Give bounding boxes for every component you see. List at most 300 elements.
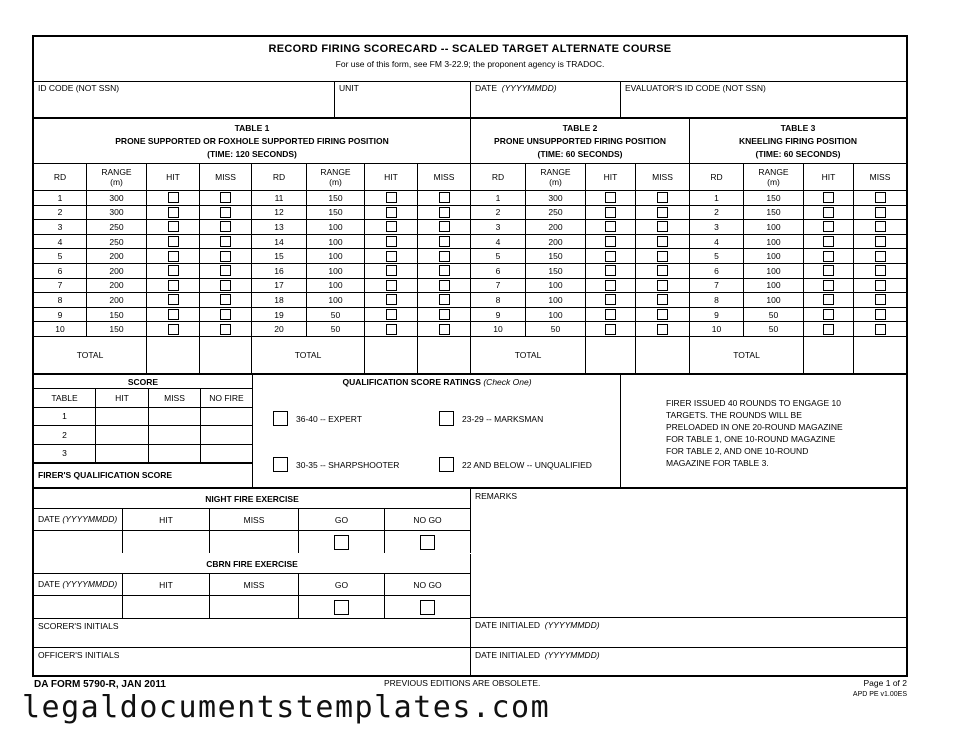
t1b-row-4-range: 100: [307, 235, 365, 250]
marksman-checkbox[interactable]: [439, 411, 454, 426]
t2-row-7-miss[interactable]: [636, 279, 690, 294]
t3-row-7-miss[interactable]: [854, 279, 906, 294]
t1a-row-6-miss[interactable]: [200, 264, 252, 279]
t2-row-4-miss[interactable]: [636, 235, 690, 250]
t1b-row-4-rd: 14: [252, 235, 307, 250]
t3-row-6-range: 100: [744, 264, 804, 279]
t3-row-6-miss[interactable]: [854, 264, 906, 279]
miss-checkbox[interactable]: [875, 265, 886, 276]
t1a-header-rd: RD: [34, 163, 87, 191]
hit-checkbox[interactable]: [605, 221, 616, 232]
hit-checkbox[interactable]: [823, 280, 834, 291]
t1a-row-1-miss[interactable]: [200, 191, 252, 206]
t2-row-4-hit[interactable]: [586, 235, 636, 250]
range-label: RANGE: [101, 166, 132, 177]
t2-row-9-rd: 9: [471, 308, 526, 323]
cbrn-go-checkbox[interactable]: [334, 600, 349, 615]
t2-row-4-range: 200: [526, 235, 586, 250]
night-nogo-checkbox[interactable]: [420, 535, 435, 550]
t3-row-6-hit[interactable]: [804, 264, 854, 279]
t3-row-3-rd: 3: [690, 220, 744, 235]
scorer-date-initialed-field[interactable]: DATE INITIALED (YYYYMMDD): [471, 618, 906, 648]
score-row-1-col-0: 1: [34, 408, 96, 427]
hit-checkbox[interactable]: [823, 309, 834, 320]
expert-checkbox[interactable]: [273, 411, 288, 426]
t2-row-1-rd: 1: [471, 191, 526, 206]
night-go-checkbox[interactable]: [334, 535, 349, 550]
t1b-total-label: TOTAL: [252, 337, 365, 373]
unit-field[interactable]: UNIT: [335, 81, 471, 117]
date-format: (YYYYMMDD): [62, 514, 118, 524]
hit-checkbox[interactable]: [168, 207, 179, 218]
night-value-nogo[interactable]: [385, 531, 471, 553]
t2-row-6-hit[interactable]: [586, 264, 636, 279]
t1b-row-2-range: 150: [307, 206, 365, 221]
hit-checkbox[interactable]: [386, 192, 397, 203]
miss-checkbox[interactable]: [220, 221, 231, 232]
hit-checkbox[interactable]: [605, 236, 616, 247]
t1b-row-8-rd: 18: [252, 293, 307, 308]
night-header-nogo: NO GO: [385, 509, 471, 531]
hit-checkbox[interactable]: [605, 280, 616, 291]
t1b-row-8-miss[interactable]: [418, 293, 471, 308]
t1a-row-7-miss[interactable]: [200, 279, 252, 294]
miss-checkbox[interactable]: [439, 221, 450, 232]
miss-checkbox[interactable]: [220, 207, 231, 218]
hit-checkbox[interactable]: [386, 236, 397, 247]
miss-checkbox[interactable]: [439, 265, 450, 276]
t1a-row-6-range: 200: [87, 264, 147, 279]
t2-row-7-range: 100: [526, 279, 586, 294]
t1a-total-label: TOTAL: [34, 337, 147, 373]
hit-checkbox[interactable]: [168, 294, 179, 305]
t3-row-8-hit[interactable]: [804, 293, 854, 308]
score-row-3-col-0: 3: [34, 445, 96, 464]
t1a-row-6-hit[interactable]: [147, 264, 200, 279]
miss-checkbox[interactable]: [875, 251, 886, 262]
t2-row-10-miss[interactable]: [636, 322, 690, 337]
cbrn-value-nogo[interactable]: [385, 596, 471, 618]
hit-checkbox[interactable]: [168, 324, 179, 335]
t1a-row-7-hit[interactable]: [147, 279, 200, 294]
t1b-row-6-miss[interactable]: [418, 264, 471, 279]
t1a-row-8-range: 200: [87, 293, 147, 308]
t2-row-7-hit[interactable]: [586, 279, 636, 294]
miss-checkbox[interactable]: [439, 280, 450, 291]
t2-header-rd: RD: [471, 163, 526, 191]
t1a-row-8-miss[interactable]: [200, 293, 252, 308]
range-unit: (m): [767, 176, 780, 187]
hit-checkbox[interactable]: [823, 207, 834, 218]
hit-checkbox[interactable]: [823, 324, 834, 335]
t1a-row-10-miss[interactable]: [200, 322, 252, 337]
t2-row-8-range: 100: [526, 293, 586, 308]
firers-qualification-score-label: FIRER'S QUALIFICATION SCORE: [34, 463, 253, 487]
miss-checkbox[interactable]: [657, 280, 668, 291]
miss-checkbox[interactable]: [220, 265, 231, 276]
table-1-header: TABLE 1 PRONE SUPPORTED OR FOXHOLE SUPPORTED FIRING POSITION (TIME: 120 SECONDS): [34, 119, 471, 163]
miss-checkbox[interactable]: [875, 236, 886, 247]
t1b-header-rd: RD: [252, 163, 307, 191]
t3-row-5-hit[interactable]: [804, 249, 854, 264]
t1b-header-miss: MISS: [418, 163, 471, 191]
t2-row-9-hit[interactable]: [586, 308, 636, 323]
officer-date-initialed-field[interactable]: DATE INITIALED (YYYYMMDD): [475, 650, 600, 660]
scorecard-form: [32, 35, 908, 677]
miss-checkbox[interactable]: [220, 294, 231, 305]
date-field[interactable]: DATE (YYYYMMDD): [471, 81, 621, 117]
score-row-2-col-1[interactable]: [96, 426, 149, 445]
t1b-row-6-range: 100: [307, 264, 365, 279]
score-title: SCORE: [34, 375, 253, 389]
miss-checkbox[interactable]: [875, 221, 886, 232]
t2-row-8-hit[interactable]: [586, 293, 636, 308]
miss-checkbox[interactable]: [220, 280, 231, 291]
form-subtitle: For use of this form, see FM 3-22.9; the proponent agency is TRADOC.: [335, 59, 605, 69]
t1b-total-hit-field[interactable]: [365, 337, 418, 373]
hit-checkbox[interactable]: [605, 324, 616, 335]
t1a-total-miss-field[interactable]: [200, 337, 252, 373]
miss-checkbox[interactable]: [439, 251, 450, 262]
t1a-row-9-range: 150: [87, 308, 147, 323]
watermark: legaldocumentstemplates.com: [22, 690, 551, 725]
table-3-header: TABLE 3 KNEELING FIRING POSITION (TIME: 60 SECONDS): [738, 122, 858, 159]
id-code-field[interactable]: ID CODE (NOT SSN): [34, 81, 335, 117]
t2-row-6-miss[interactable]: [636, 264, 690, 279]
t3-row-10-miss[interactable]: [854, 322, 906, 337]
score-row-1-col-2[interactable]: [149, 408, 201, 427]
hit-checkbox[interactable]: [168, 236, 179, 247]
miss-checkbox[interactable]: [657, 294, 668, 305]
t1b-row-2-hit[interactable]: [365, 206, 418, 221]
t3-row-3-hit[interactable]: [804, 220, 854, 235]
hit-checkbox[interactable]: [386, 221, 397, 232]
night-value-go[interactable]: [299, 531, 385, 553]
t3-row-4-miss[interactable]: [854, 235, 906, 250]
cbrn-header-date: [34, 574, 123, 596]
miss-checkbox[interactable]: [875, 309, 886, 320]
t3-total-miss-field[interactable]: [854, 337, 906, 373]
hit-checkbox[interactable]: [168, 221, 179, 232]
t1a-row-2-miss[interactable]: [200, 206, 252, 221]
t3-row-4-rd: 4: [690, 235, 744, 250]
t1a-total-hit-field[interactable]: [147, 337, 200, 373]
miss-checkbox[interactable]: [875, 280, 886, 291]
t2-row-10-hit[interactable]: [586, 322, 636, 337]
t2-total-hit-field[interactable]: [586, 337, 636, 373]
hit-checkbox[interactable]: [168, 309, 179, 320]
t2-row-1-miss[interactable]: [636, 191, 690, 206]
marksman-label: 23-29 -- MARKSMAN: [462, 414, 544, 424]
t1b-row-9-hit[interactable]: [365, 308, 418, 323]
t1a-row-2-range: 300: [87, 206, 147, 221]
t1a-row-1-hit[interactable]: [147, 191, 200, 206]
miss-checkbox[interactable]: [439, 294, 450, 305]
t3-row-2-rd: 2: [690, 206, 744, 221]
t1b-row-6-rd: 16: [252, 264, 307, 279]
t3-row-3-miss[interactable]: [854, 220, 906, 235]
night-value-hit[interactable]: [123, 531, 210, 553]
miss-checkbox[interactable]: [657, 192, 668, 203]
hit-checkbox[interactable]: [168, 280, 179, 291]
cbrn-value-hit[interactable]: [123, 596, 210, 618]
t3-header-rd: RD: [690, 163, 744, 191]
t1b-row-6-hit[interactable]: [365, 264, 418, 279]
obsolete-notice: PREVIOUS EDITIONS ARE OBSOLETE.: [384, 678, 541, 688]
t1b-row-1-miss[interactable]: [418, 191, 471, 206]
t2-row-3-miss[interactable]: [636, 220, 690, 235]
hit-checkbox[interactable]: [823, 265, 834, 276]
hit-checkbox[interactable]: [386, 309, 397, 320]
score-row-2-col-0: 2: [34, 426, 96, 445]
t2-row-2-range: 250: [526, 206, 586, 221]
score-header-1: HIT: [96, 389, 149, 408]
miss-checkbox[interactable]: [439, 236, 450, 247]
miss-checkbox[interactable]: [657, 265, 668, 276]
night-header-date: [34, 509, 123, 531]
t3-row-10-hit[interactable]: [804, 322, 854, 337]
t1b-row-9-rd: 19: [252, 308, 307, 323]
t2-row-10-range: 50: [526, 322, 586, 337]
t3-total-hit-field[interactable]: [804, 337, 854, 373]
t1b-row-5-range: 100: [307, 249, 365, 264]
hit-checkbox[interactable]: [386, 251, 397, 262]
t2-row-2-hit[interactable]: [586, 206, 636, 221]
miss-checkbox[interactable]: [439, 207, 450, 218]
t1b-row-7-miss[interactable]: [418, 279, 471, 294]
qualification-ratings: QUALIFICATION SCORE RATINGS (Check One) 36-40 -- EXPERT 23-29 -- MARKSMAN 30-35 -- SHARPSHOOTER 22 AND BELOW -- UNQUALIFIED: [253, 375, 621, 487]
hit-checkbox[interactable]: [823, 251, 834, 262]
t3-row-9-miss[interactable]: [854, 308, 906, 323]
hit-checkbox[interactable]: [605, 251, 616, 262]
t1b-row-10-hit[interactable]: [365, 322, 418, 337]
table-2-header: TABLE 2 PRONE UNSUPPORTED FIRING POSITION (TIME: 60 SECONDS): [471, 119, 690, 163]
miss-checkbox[interactable]: [439, 324, 450, 335]
t2-header-hit: HIT: [586, 163, 636, 191]
hit-checkbox[interactable]: [605, 309, 616, 320]
miss-checkbox[interactable]: [220, 251, 231, 262]
miss-checkbox[interactable]: [657, 324, 668, 335]
t3-row-5-rd: 5: [690, 249, 744, 264]
score-row-2-col-2[interactable]: [149, 426, 201, 445]
cbrn-header-hit: HIT: [123, 574, 210, 596]
miss-checkbox[interactable]: [657, 221, 668, 232]
miss-checkbox[interactable]: [657, 207, 668, 218]
t2-row-5-hit[interactable]: [586, 249, 636, 264]
t1b-row-9-miss[interactable]: [418, 308, 471, 323]
t2-row-3-hit[interactable]: [586, 220, 636, 235]
t1b-row-5-miss[interactable]: [418, 249, 471, 264]
t1b-row-4-miss[interactable]: [418, 235, 471, 250]
evaluator-id-field[interactable]: EVALUATOR'S ID CODE (NOT SSN): [625, 83, 766, 93]
t1a-row-2-hit[interactable]: [147, 206, 200, 221]
hit-checkbox[interactable]: [386, 324, 397, 335]
t1a-row-8-hit[interactable]: [147, 293, 200, 308]
miss-checkbox[interactable]: [875, 294, 886, 305]
miss-checkbox[interactable]: [220, 309, 231, 320]
t3-row-2-range: 150: [744, 206, 804, 221]
hit-checkbox[interactable]: [605, 207, 616, 218]
hit-checkbox[interactable]: [168, 192, 179, 203]
t2-row-6-rd: 6: [471, 264, 526, 279]
t2-row-5-rd: 5: [471, 249, 526, 264]
t1b-row-7-rd: 17: [252, 279, 307, 294]
t2-row-2-miss[interactable]: [636, 206, 690, 221]
cbrn-header-nogo: NO GO: [385, 574, 471, 596]
remarks-field[interactable]: REMARKS: [471, 489, 906, 618]
hit-checkbox[interactable]: [386, 265, 397, 276]
t1a-header-range: [87, 163, 147, 191]
score-row-3-col-1[interactable]: [96, 445, 149, 464]
hit-checkbox[interactable]: [605, 265, 616, 276]
hit-checkbox[interactable]: [823, 192, 834, 203]
night-header-hit: HIT: [123, 509, 210, 531]
t1a-row-10-hit[interactable]: [147, 322, 200, 337]
t1b-row-2-miss[interactable]: [418, 206, 471, 221]
officers-initials-field[interactable]: OFFICER'S INITIALS: [34, 648, 471, 677]
cbrn-header-miss: MISS: [210, 574, 299, 596]
t2-row-5-miss[interactable]: [636, 249, 690, 264]
unqualified-checkbox[interactable]: [439, 457, 454, 472]
night-value-miss[interactable]: [210, 531, 299, 553]
t3-row-9-hit[interactable]: [804, 308, 854, 323]
cbrn-value-go[interactable]: [299, 596, 385, 618]
t1a-row-8-rd: 8: [34, 293, 87, 308]
t2-row-8-miss[interactable]: [636, 293, 690, 308]
t2-row-1-hit[interactable]: [586, 191, 636, 206]
t1a-row-9-hit[interactable]: [147, 308, 200, 323]
hit-checkbox[interactable]: [386, 294, 397, 305]
t3-row-7-hit[interactable]: [804, 279, 854, 294]
cbrn-header-go: GO: [299, 574, 385, 596]
t1a-row-3-miss[interactable]: [200, 220, 252, 235]
hit-checkbox[interactable]: [823, 294, 834, 305]
t1a-row-5-miss[interactable]: [200, 249, 252, 264]
t1a-row-4-hit[interactable]: [147, 235, 200, 250]
hit-checkbox[interactable]: [168, 251, 179, 262]
t2-total-miss-field[interactable]: [636, 337, 690, 373]
t3-row-4-range: 100: [744, 235, 804, 250]
t3-row-2-miss[interactable]: [854, 206, 906, 221]
hit-checkbox[interactable]: [823, 236, 834, 247]
t1b-header-hit: HIT: [365, 163, 418, 191]
t3-row-1-rd: 1: [690, 191, 744, 206]
t1b-row-3-rd: 13: [252, 220, 307, 235]
t3-row-1-miss[interactable]: [854, 191, 906, 206]
t3-row-10-rd: 10: [690, 322, 744, 337]
hit-checkbox[interactable]: [605, 192, 616, 203]
t1b-row-3-hit[interactable]: [365, 220, 418, 235]
miss-checkbox[interactable]: [220, 192, 231, 203]
score-header-0: TABLE: [34, 389, 96, 408]
score-row-3-col-2[interactable]: [149, 445, 201, 464]
miss-checkbox[interactable]: [875, 192, 886, 203]
t1a-row-9-miss[interactable]: [200, 308, 252, 323]
t1b-row-1-range: 150: [307, 191, 365, 206]
t1a-row-5-hit[interactable]: [147, 249, 200, 264]
t2-row-9-range: 100: [526, 308, 586, 323]
range-unit: (m): [329, 176, 342, 187]
t1b-row-4-hit[interactable]: [365, 235, 418, 250]
hit-checkbox[interactable]: [823, 221, 834, 232]
t1b-row-10-miss[interactable]: [418, 322, 471, 337]
miss-checkbox[interactable]: [657, 251, 668, 262]
miss-checkbox[interactable]: [220, 324, 231, 335]
score-header-3: NO FIRE: [201, 389, 253, 408]
t1a-header-hit: HIT: [147, 163, 200, 191]
t1b-row-1-rd: 11: [252, 191, 307, 206]
t3-row-1-hit[interactable]: [804, 191, 854, 206]
range-unit: (m): [549, 176, 562, 187]
t3-row-5-miss[interactable]: [854, 249, 906, 264]
hit-checkbox[interactable]: [605, 294, 616, 305]
t1b-row-1-hit[interactable]: [365, 191, 418, 206]
form-number: DA FORM 5790-R, JAN 2011: [34, 679, 166, 690]
t3-row-4-hit[interactable]: [804, 235, 854, 250]
t2-row-4-rd: 4: [471, 235, 526, 250]
score-row-1-col-1[interactable]: [96, 408, 149, 427]
cbrn-value-miss[interactable]: [210, 596, 299, 618]
t2-row-6-range: 150: [526, 264, 586, 279]
t3-row-2-hit[interactable]: [804, 206, 854, 221]
miss-checkbox[interactable]: [657, 236, 668, 247]
night-value-date[interactable]: [34, 531, 123, 553]
t3-row-7-rd: 7: [690, 279, 744, 294]
t3-row-8-miss[interactable]: [854, 293, 906, 308]
t2-row-3-rd: 3: [471, 220, 526, 235]
score-row-3-col-3[interactable]: [201, 445, 253, 464]
score-row-1-col-3[interactable]: [201, 408, 253, 427]
miss-checkbox[interactable]: [220, 236, 231, 247]
hit-checkbox[interactable]: [386, 207, 397, 218]
sharpshooter-checkbox[interactable]: [273, 457, 288, 472]
score-header-2: MISS: [149, 389, 201, 408]
cbrn-value-date[interactable]: [34, 596, 123, 618]
t1a-row-4-miss[interactable]: [200, 235, 252, 250]
sharpshooter-label: 30-35 -- SHARPSHOOTER: [296, 460, 400, 470]
hit-checkbox[interactable]: [168, 265, 179, 276]
t1b-total-miss-field[interactable]: [418, 337, 471, 373]
t1b-row-5-hit[interactable]: [365, 249, 418, 264]
t2-total-label: TOTAL: [471, 337, 586, 373]
miss-checkbox[interactable]: [439, 309, 450, 320]
range-label: RANGE: [758, 166, 789, 177]
night-header-go: GO: [299, 509, 385, 531]
t1b-row-8-hit[interactable]: [365, 293, 418, 308]
t1b-row-9-range: 50: [307, 308, 365, 323]
t1a-row-5-rd: 5: [34, 249, 87, 264]
t1b-row-2-rd: 12: [252, 206, 307, 221]
score-row-2-col-3[interactable]: [201, 426, 253, 445]
t2-header-range: [526, 163, 586, 191]
cbrn-nogo-checkbox[interactable]: [420, 600, 435, 615]
firer-rounds-note: FIRER ISSUED 40 ROUNDS TO ENGAGE 10 TARGETS. THE ROUNDS WILL BE PRELOADED IN ONE 20-ROUND MAGAZINE FOR TABLE 1, ONE 10-ROUND MAGAZINE FOR TABLE 2, AND ONE 10-ROUND MAGAZINE FOR TABLE 3.: [666, 398, 843, 468]
t1b-row-7-hit[interactable]: [365, 279, 418, 294]
hit-checkbox[interactable]: [386, 280, 397, 291]
t1a-row-3-hit[interactable]: [147, 220, 200, 235]
miss-checkbox[interactable]: [875, 324, 886, 335]
t1a-row-9-rd: 9: [34, 308, 87, 323]
t1b-row-3-miss[interactable]: [418, 220, 471, 235]
t1a-row-10-rd: 10: [34, 322, 87, 337]
t2-row-9-miss[interactable]: [636, 308, 690, 323]
miss-checkbox[interactable]: [439, 192, 450, 203]
t1a-row-3-rd: 3: [34, 220, 87, 235]
scorers-initials-field[interactable]: SCORER'S INITIALS: [34, 618, 471, 648]
miss-checkbox[interactable]: [657, 309, 668, 320]
cbrn-fire-title: CBRN FIRE EXERCISE: [34, 554, 471, 574]
miss-checkbox[interactable]: [875, 207, 886, 218]
